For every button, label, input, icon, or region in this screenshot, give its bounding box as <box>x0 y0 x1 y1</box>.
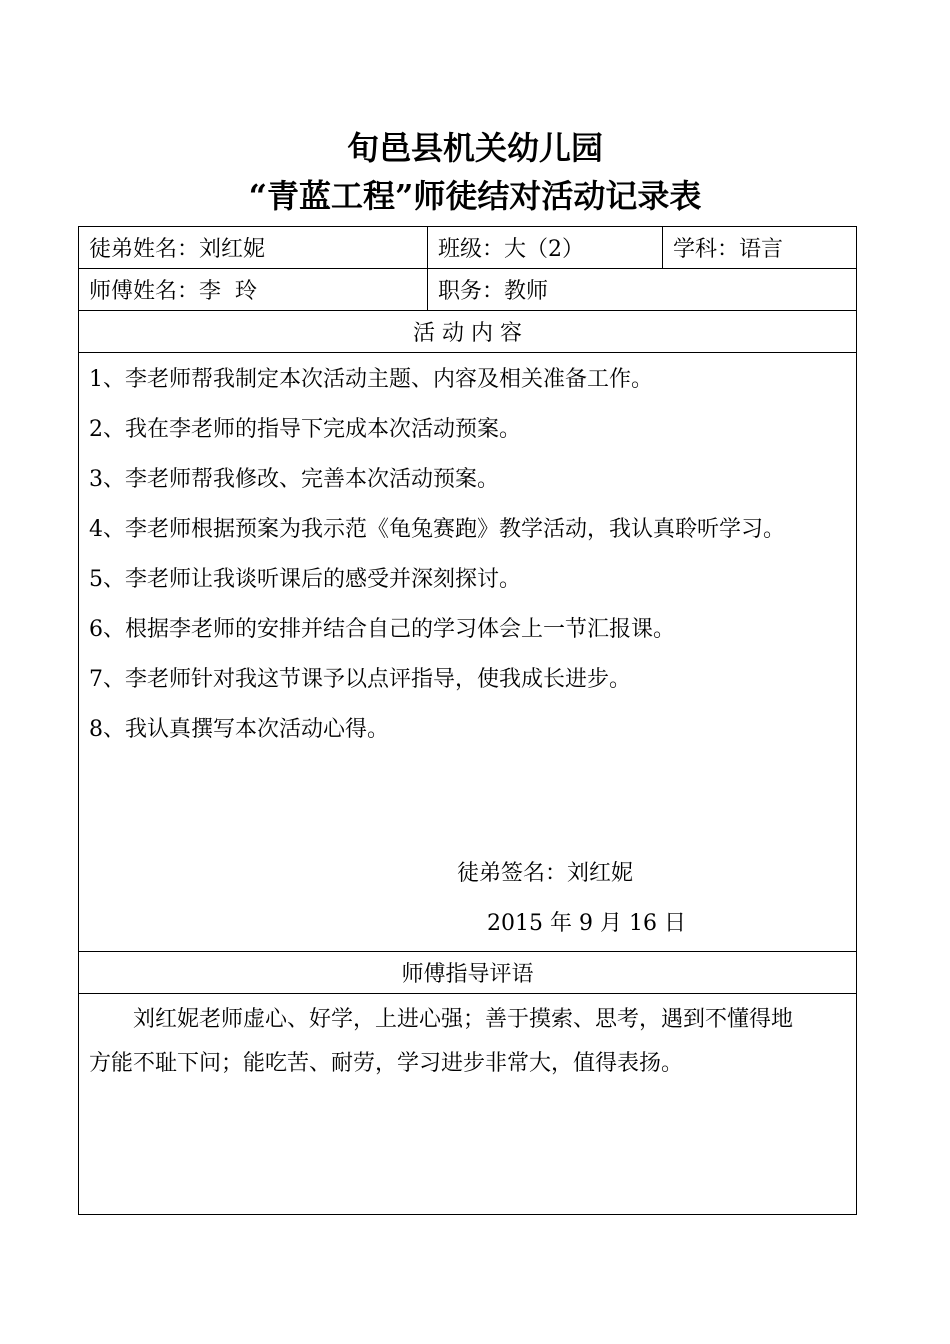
activity-item: 2、我在李老师的指导下完成本次活动预案。 <box>89 417 521 442</box>
activity-item: 4、李老师根据预案为我示范《龟兔赛跑》教学活动，我认真聆听学习。 <box>89 517 785 542</box>
activity-list <box>89 355 846 755</box>
activity-item: 6、根据李老师的安排并结合自己的学习体会上一节汇报课。 <box>89 617 675 642</box>
comment-cell <box>79 994 857 1215</box>
comment-heading: 师傅指导评语 <box>79 952 857 994</box>
record-table <box>78 226 857 1215</box>
title-school: 旬邑县机关幼儿园 <box>346 129 603 167</box>
activity-item: 3、李老师帮我修改、完善本次活动预案。 <box>89 467 499 492</box>
activity-item: 8、我认真撰写本次活动心得。 <box>89 717 389 742</box>
class-cell: 班级：大（2） <box>428 227 663 269</box>
subject-cell: 学科：语言 <box>663 227 857 269</box>
activity-item: 5、李老师让我谈听课后的感受并深刻探讨。 <box>89 567 521 592</box>
activity-item: 1、李老师帮我制定本次活动主题、内容及相关准备工作。 <box>89 367 653 392</box>
position-cell: 职务：教师 <box>428 269 857 311</box>
title-form: “青蓝工程”师徒结对活动记录表 <box>248 177 702 215</box>
signature-date: 2015 年 9 月 16 日 <box>487 911 686 936</box>
apprentice-name-cell: 徒弟姓名：刘红妮 <box>79 227 428 269</box>
mentor-comment-text: 刘红妮老师虚心、好学，上进心强；善于摸索、思考，遇到不懂得地方能不耻下问；能吃苦、耐劳，学习进步非常大，值得表扬。 <box>89 1007 794 1076</box>
mentor-name-cell: 师傅姓名：李 玲 <box>79 269 428 311</box>
activity-heading: 活 动 内 容 <box>79 311 857 353</box>
activity-item: 7、李老师针对我这节课予以点评指导，使我成长进步。 <box>89 667 631 692</box>
apprentice-signature: 徒弟签名：刘红妮 <box>457 861 634 886</box>
activity-content-cell <box>79 353 857 952</box>
